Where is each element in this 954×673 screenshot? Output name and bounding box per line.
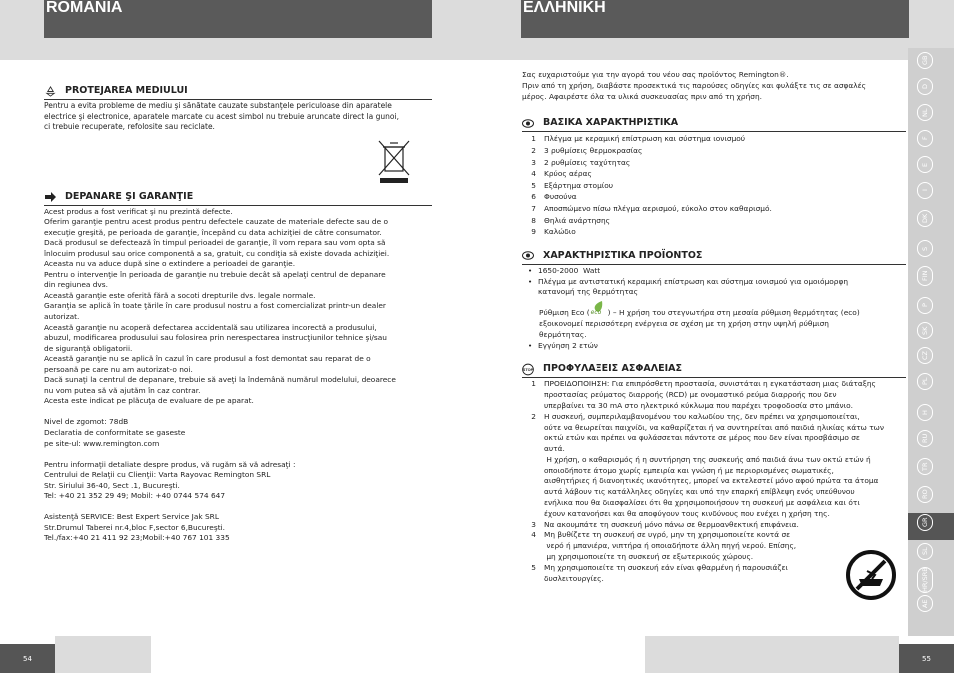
left-page-header: ROMANIA [44, 0, 432, 38]
language-tab-tr[interactable]: TR [917, 458, 933, 475]
language-tab-f[interactable]: F [917, 130, 933, 147]
eco-paragraph: Ρύθμιση Eco ( eco ) – Η χρήση του στεγνωτήρα στη μεσαία ρύθμιση θερμότητας (eco) εξοικονομεί περισσότερη ενέργεια σε σχέση με τη χρήση στην υψηλή ρύθμιση θερμότητας. [522, 307, 906, 340]
list-item: 6 Φυσούνα [531, 192, 577, 202]
left-content [44, 85, 432, 544]
language-tab-dk[interactable]: DK [917, 210, 933, 227]
env-section-title: PROTEJAREA MEDIULUI [44, 85, 432, 100]
list-item: • 1650-2000 Watt [527, 265, 601, 275]
right-content [522, 70, 906, 584]
language-tab-pl[interactable]: PL [917, 373, 933, 390]
right-page-number: 55 [899, 644, 954, 673]
product-list-2 [522, 341, 906, 352]
eye-icon [522, 117, 534, 129]
recycle-icon [44, 85, 56, 97]
list-item: • Πλέγμα με αντιστατική κεραμική επίστρωση και σύστημα ιονισμού για ομοιόμορφη κατανομή της θερμότητας [527, 276, 849, 297]
list-item: 7 Αποσπώμενο πίσω πλέγμα αερισμού, εύκολο στον καθαρισμό. [531, 203, 772, 213]
language-tab-e[interactable]: E [917, 156, 933, 173]
language-tab-i[interactable]: I [917, 182, 933, 199]
list-item: 1 Πλέγμα με κεραμική επίστρωση και σύστημα ιονισμού [531, 134, 746, 144]
language-tab-d[interactable]: D [917, 78, 933, 95]
language-tab-sl[interactable]: SL [917, 543, 933, 560]
weee-bin-icon [376, 139, 412, 185]
language-tab-h[interactable]: H [917, 404, 933, 421]
language-tab-p[interactable]: P [917, 297, 933, 314]
language-tab-gr[interactable]: GR [917, 514, 933, 531]
list-item: 9 Καλώδιο [531, 227, 576, 237]
list-item: 3 2 ρυθμίσεις ταχύτητας [531, 157, 631, 167]
list-item: • Εγγύηση 2 ετών [527, 340, 598, 350]
left-bottom-bar [55, 636, 151, 673]
language-tab-nl[interactable]: NL [917, 104, 933, 121]
list-item: 1 ΠΡΟΕΙΔΟΠΟΙΗΣΗ: Για επιπρόσθετη προστασία, συνιστάται η εγκατάσταση μιας διάταξης προστασίας ρεύματος διαρροής (RCD) με ονομαστικό ρεύμα διαρροής που δεν υπερβαίνει τα 30 mA στο ηλεκτρικό κύκλωμα που παρέχει τροφοδοσία στο μπάνιο. [531, 379, 876, 410]
features-list [522, 133, 906, 237]
env-text: Pentru a evita probleme de mediu şi sănătate cauzate substanţele periculoase din aparatele electrice şi electronice, aparatele marcate cu acest simbol nu trebuie aruncate direct la gunoi, ci trebuie recuperate, refolosite sau reciclate. [44, 101, 399, 131]
language-tab-ae[interactable]: AE [917, 595, 933, 612]
language-tab-ro[interactable]: RO [917, 486, 933, 503]
warranty-text: Acest produs a fost verificat şi nu prezintă defecte. Oferim garanţie pentru acest produs pentru defectele cauzate de materiale defecte sau de o execuţie greşită, pe perioada de garanţie, începând cu data achiziţiei de către consumator. Dacă produsul se defectează în timpul perioadei de garanţie, îl vom repara sau vom opta să înlocuim produsul sau orice componentă a sa, gratuit, cu condiţia să existe dovada achiziţiei. Aceasta nu va aduce după sine o extindere a perioadei de garanţie. Pentru o intervenţie în perioada de garanţie nu trebuie decât să apelaţi centrul de depanare din regiunea dvs. Această garanţie este oferită fără a socoti drepturile dvs. legale normale. Garanţia se aplică în toate ţările în care produsul nostru a fost comercializat printr-un dealer autorizat. Această garanţie nu acoperă defectarea accidentală sau utilizarea incorectă a produsului, abuzul, modificarea produsului sau folosirea prin nerespectarea instrucţiunilor tehnice şi/sau de siguranţă obligatorii. Această garanţie nu se aplică în cazul în care produsul a fost demontat sau reparat de o persoană pe care nu am autorizat-o noi. Dacă sunaţi la centrul de depanare, trebuie să aveţi la îndemână numărul modelului, deoarece nu vom putea să vă ajutăm în caz contrar. Acesta este indicat pe plăcuţa de evaluare de pe aparat. Nivel de zgomot: 78dB Declaratia de conformitate se gaseste pe site-ul: www.remington.com Pentru informaţii detaliate despre produs, vă rugăm să vă adresaţi : Centrului de Relaţii cu Clienţii: Varta Rayovac Remington SRL Str. Siriului 36-40, Sect .1, Bucureşti. Tel: +40 21 352 29 49; Mobil: +40 0744 574 647 Asistenţă SERVICE: Best Expert Service Jak SRL Str.Drumul Taberei nr.4,bloc F,sector 6,Bucureşti. Tel./fax:+40 21 411 92 23;Mobil:+40 767 101 335 [44, 206, 396, 543]
eco-leaf-icon: eco [590, 307, 608, 317]
list-item: 2 3 ρυθμίσεις θερμοκρασίας [531, 145, 643, 155]
right-page-header: ΕΛΛΗΝΙΚΗ [521, 0, 909, 38]
eye-icon [522, 250, 534, 262]
product-section-title: ΧΑΡΑΚΤΗΡΙΣΤΙΚΑ ΠΡΟΪΟΝΤΟΣ [522, 250, 906, 265]
svg-text:STOP: STOP [522, 366, 534, 372]
intro-text: Σας ευχαριστούμε για την αγορά του νέου σας προϊόντος Remington®. Πριν από τη χρήση, διαβάστε προσεκτικά τις παρούσες οδηγίες και φυλάξτε τις σε ασφαλές μέρος. Αφαιρέστε όλα τα υλικά συσκευασίας πριν από τη χρήση. [522, 70, 866, 101]
left-page-number: 54 [0, 644, 55, 673]
warranty-section-title: DEPANARE ŞI GARANŢIE [44, 191, 432, 206]
list-item: 5 Εξάρτημα στομίου [531, 180, 614, 190]
language-tab-ru[interactable]: RU [917, 430, 933, 447]
stop-icon [522, 363, 534, 375]
arrow-right-icon [44, 191, 56, 203]
language-tab-s[interactable]: S [917, 240, 933, 257]
list-item: 4 Μη βυθίζετε τη συσκευή σε υγρό, μην τη χρησιμοποιείτε κοντά σε νερό ή μπανιέρα, νιπτήρα ή οποιαδήποτε άλλη πηγή νερού. Επίσης, μη χρησιμοποιείτε τη συσκευή σε εξωτερικούς χώρους. [531, 530, 797, 562]
right-bottom-bar [645, 636, 899, 673]
list-item: 8 Θηλιά ανάρτησης [531, 215, 610, 225]
product-list [522, 266, 906, 298]
language-tab-cz[interactable]: CZ [917, 347, 933, 364]
list-item: 2 Η συσκευή, συμπεριλαμβανομένου του καλωδίου της, δεν πρέπει να χρησιμοποιείται, ούτε να θεωρείται παιχνίδι, να καθαρίζεται ή να συντηρείται από παιδιά ηλικίας κάτω των οκτώ ετών και πρέπει να φυλάσσεται πάντοτε σε μέρος που δεν είναι προσβάσιμο σε αυτά. Η χρήση, ο καθαρισμός ή η συντήρηση της συσκευής από παιδιά άνω των οκτώ ετών ή οποιοδήποτε άτομο χωρίς εμπειρία και γνώση ή με περιορισμένες σωματικές, αισθητήριες ή διανοητικές ικανότητες, μπορεί να εκτελεστεί μόνο αφού πρώτα τα άτομα αυτά λάβουν τις κατάλληλες οδηγίες και υπό την επαρκή επίβλεψη ενός υπεύθυνου ενήλικα που θα διασφαλίσει ότι θα χρησιμοποιήσουν τη συσκευή με ασφάλεια και ότι έχουν κατανοήσει και θα αποφύγουν τους κινδύνους που ενέχει η χρήση της. [531, 411, 884, 518]
list-item: 5 Μη χρησιμοποιείτε τη συσκευή εάν είναι φθαρμένη ή παρουσιάζει δυσλειτουργίες. [531, 562, 788, 583]
list-item: 4 Κρύος αέρας [531, 169, 592, 179]
language-tab-hr-srb[interactable]: HR/SRB [917, 567, 933, 593]
language-tab-gb[interactable]: GB [917, 52, 933, 69]
no-water-warning-icon [845, 549, 897, 601]
safety-section-title: STOP ΠΡΟΦΥΛΑΞΕΙΣ ΑΣΦΑΛΕΙΑΣ [522, 363, 906, 378]
language-tab-fin[interactable]: FIN [917, 266, 933, 286]
list-item: 3 Να ακουμπάτε τη συσκευή μόνο πάνω σε θερμοανθεκτική επιφάνεια. [531, 519, 799, 529]
language-tab-sk[interactable]: SK [917, 322, 933, 339]
features-section-title: ΒΑΣΙΚΑ ΧΑΡΑΚΤΗΡΙΣΤΙΚΑ [522, 117, 906, 132]
